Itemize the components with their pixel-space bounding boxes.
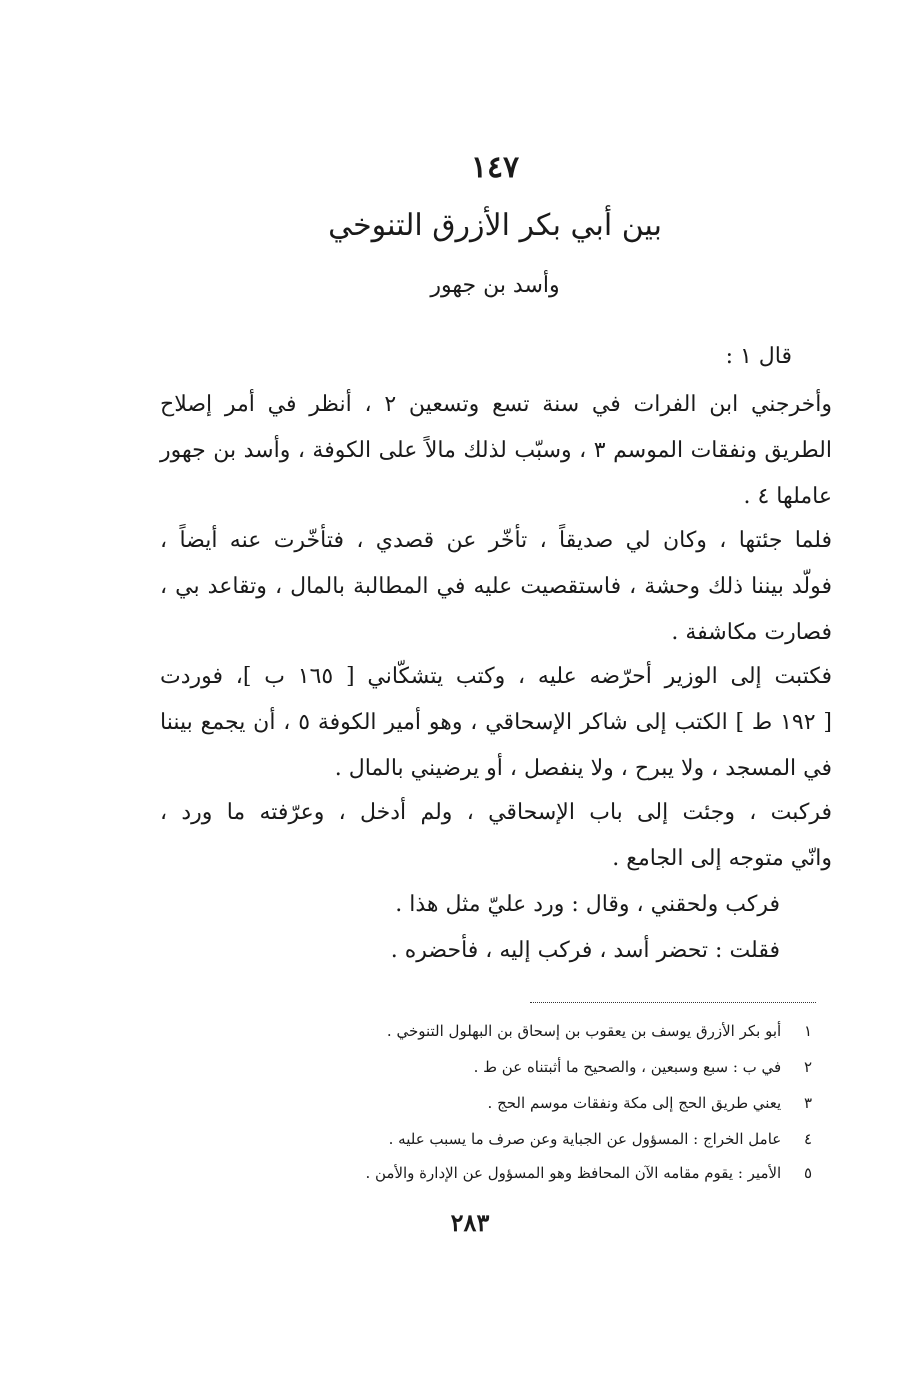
footnote-text: الأمير : يقوم مقامه الآن المحافظ وهو المسؤول عن الإدارة والأمن . [365,1164,782,1182]
body-line: فصارت مكاشفة . [671,620,832,645]
body-line: الطريق ونفقات الموسم ٣ ، وسبّب لذلك مالاً على الكوفة ، وأسد بن جهور [160,438,832,463]
footnote [474,1058,812,1076]
footnote-text: يعني طريق الحج إلى مكة ونفقات موسم الحج . [487,1094,782,1112]
chapter-subtitle: وأسد بن جهور [430,273,560,298]
body-line: فركب ولحقني ، وقال : ورد عليّ مثل هذا . [395,892,780,917]
body-line: وأخرجني ابن الفرات في سنة تسع وتسعين ٢ ، أنظر في أمر إصلاح [160,392,832,417]
footnote-text: عامل الخراج : المسؤول عن الجباية وعن صرف ما يسبب عليه . [388,1130,782,1148]
body-line: وانّي متوجه إلى الجامع . [612,846,832,871]
body-line: فقلت : تحضر أسد ، فركب إليه ، فأحضره . [390,938,780,963]
footnote-text: في ب : سبع وسبعين ، والصحيح ما أثبتناه عن ط . [473,1058,782,1076]
page-number: ٢٨٣ [450,1208,490,1237]
footnote-number: ١ [803,1022,812,1040]
body-line: عاملها ٤ . [743,484,832,509]
footnote [488,1094,812,1112]
footnote-number: ٤ [803,1130,812,1148]
footnote-separator [530,1002,816,1003]
footnote-text: أبو بكر الأزرق يوسف بن يعقوب بن إسحاق بن البهلول التنوخي . [386,1022,782,1040]
body-line: في المسجد ، ولا يبرح ، ولا ينفصل ، أو يرضيني بالمال . [334,756,832,781]
body-line: [ ١٩٢ ط ] الكتب إلى شاكر الإسحاقي ، وهو أمير الكوفة ٥ ، أن يجمع بيننا [160,710,832,735]
footnote [389,1130,812,1148]
body-line: فلما جئتها ، وكان لي صديقاً ، تأخّر عن قصدي ، فتأخّرت عنه أيضاً ، [160,528,832,553]
body-line: قال ١ : [725,344,792,369]
body-line: فكتبت إلى الوزير أحرّضه عليه ، وكتب يتشكّاني [ ١٦٥ ب ]، فوردت [160,664,832,689]
footnote-number: ٣ [803,1094,812,1112]
footnote-number: ٢ [803,1058,812,1076]
footnote [387,1022,812,1040]
footnote-number: ٥ [803,1164,812,1182]
footnote [365,1164,812,1182]
chapter-title: بين أبي بكر الأزرق التنوخي [328,208,662,243]
chapter-number: ١٤٧ [470,150,520,185]
body-line: فولّد بيننا ذلك وحشة ، فاستقصيت عليه في المطالبة بالمال ، وتقاعد بي ، [160,574,833,599]
body-line: فركبت ، وجئت إلى باب الإسحاقي ، ولم أدخل ، وعرّفته ما ورد ، [160,800,832,825]
